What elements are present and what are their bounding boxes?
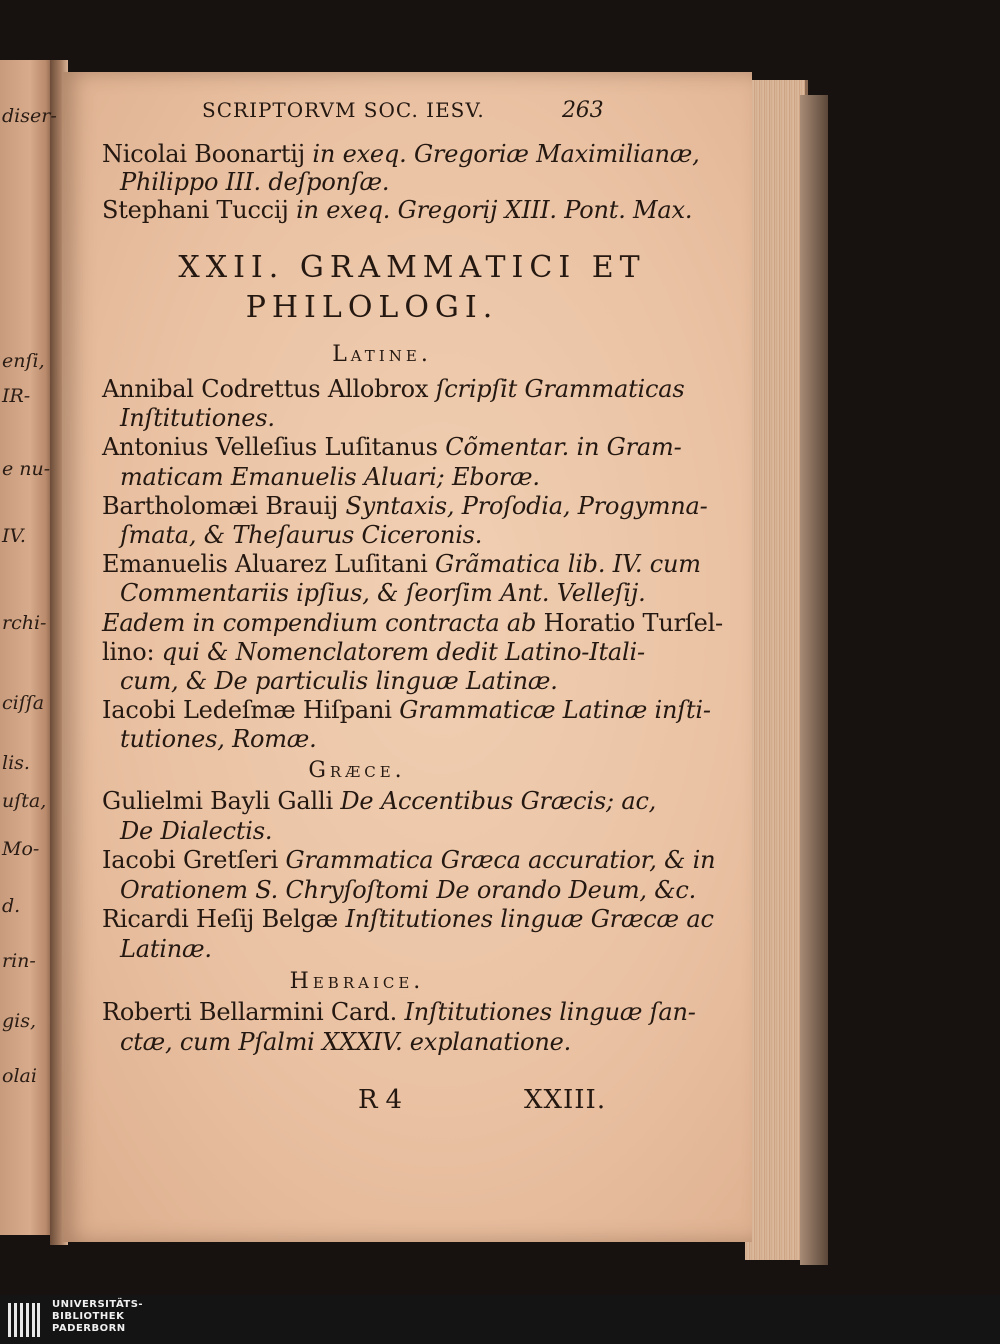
text-line bbox=[102, 142, 802, 166]
italic-text: Syntaxis, Proſodia, Progymna- bbox=[345, 491, 708, 520]
left-page-fragment: ciſſa bbox=[2, 692, 45, 714]
right-page: SCRIPTORVM SOC. IESV. 263 Nicolai Boonartij in exeq. Gregoriæ Maximilianæ, Philippo III. deſponſæ. Stephani Tuccij in exeq. Gregorij XIII. Pont. Max. XXII. GRAMMATICI ET PHILOLOGI. Latine. Annibal Codrettus Allobrox ſcripſit Grammaticas Inſtitutiones. Antonius Velleſius Luſitanus Cõmentar. in Gram- maticam Emanuelis Aluari; Eboræ. Bartholomæi Brauij Syntaxis, Proſodia, Progymna- ſmata, & Theſaurus Ciceronis. Emanuelis Aluarez Luſitani Grãmatica lib. IV. cum Commentariis ipſius, & ſeorſim Ant. Velleſij. Eadem in compendium contracta ab Horatio Turſel- lino: qui & Nomenclatorem dedit Latino-Itali- cum, & De particulis linguæ Latinæ. Iacobi Ledeſmæ Hiſpani Grammaticæ Latinæ inſti- tutiones, Romæ. Græce. Gulielmi Bayli Galli De Accentibus Græcis; ac, De Dialectis. Iacobi Gretſeri Grammatica Græca accuratior, & in Orationem S. Chryſoſtomi De orando Deum, &c. Ricardi Heſij Belgæ Inſtitutiones linguæ Græcæ ac Latinæ. Hebraice. Roberti Bellarmini Card. Inſtitutiones linguæ ſan- ctæ, cum Pſalmi XXXIV. explanatione. R 4 XXIII. bbox=[62, 72, 752, 1242]
left-page-fragment: rchi- bbox=[2, 612, 47, 634]
italic-text: qui & Nomenclatorem dedit Latino-Itali- bbox=[161, 637, 645, 666]
italic-text: Cõmentar. in Gram- bbox=[445, 433, 682, 462]
text-line bbox=[120, 1027, 820, 1056]
left-page-fragment: uſta, bbox=[2, 790, 47, 812]
italic-text: in exeq. Gregoriæ Maximilianæ, bbox=[312, 140, 700, 168]
catchword: XXIII. bbox=[524, 1085, 607, 1115]
text-line bbox=[102, 848, 802, 872]
page-number: 263 bbox=[562, 98, 604, 123]
text-line bbox=[120, 523, 820, 547]
left-page-fragment: gis, bbox=[2, 1010, 37, 1032]
italic-text: Grammatica Græca accuratior, & in bbox=[285, 846, 716, 874]
left-page-fragment: olai bbox=[2, 1065, 37, 1087]
roman-text: Horatio Turſel- bbox=[536, 608, 723, 637]
italic-text: ctæ, cum Pſalmi XXXIV. explanatione. bbox=[120, 1027, 572, 1056]
text-line bbox=[120, 816, 820, 845]
left-page-fragment: diser- bbox=[2, 105, 57, 127]
left-page-edge bbox=[0, 60, 54, 1235]
library-logo-icon bbox=[8, 1303, 40, 1337]
roman-text: Iacobi Ledeſmæ Hiſpani bbox=[102, 696, 400, 725]
subheading-hebraice: Hebraice. bbox=[289, 969, 425, 994]
text-line bbox=[102, 696, 802, 725]
left-page-fragment: rin- bbox=[2, 950, 36, 972]
left-page-fragment: IV. bbox=[2, 525, 26, 547]
italic-text: Inſtitutiones linguæ Græcæ ac bbox=[345, 905, 714, 933]
italic-text: Eadem in compendium contracta ab bbox=[102, 608, 537, 637]
text-line bbox=[120, 725, 820, 754]
left-page-fragment: lis. bbox=[2, 752, 30, 774]
italic-text: Grãmatica lib. IV. cum bbox=[435, 550, 701, 579]
italic-text: maticam Emanuelis Aluari; Eboræ. bbox=[120, 462, 540, 491]
signature-mark: R 4 bbox=[358, 1085, 402, 1115]
italic-text: ſcripſit Grammaticas bbox=[435, 375, 685, 403]
italic-text: cum, & De particulis linguæ Latinæ. bbox=[120, 667, 558, 695]
text-line bbox=[102, 198, 802, 222]
text-line bbox=[102, 1000, 802, 1024]
italic-text: Grammaticæ Latinæ inſti- bbox=[399, 696, 711, 725]
roman-text: Annibal Codrettus Allobrox bbox=[102, 375, 436, 403]
section-title-line2: PHILOLOGI. bbox=[245, 290, 499, 325]
left-page-fragment: Mo- bbox=[2, 838, 40, 860]
roman-text: Iacobi Gretſeri bbox=[102, 846, 286, 874]
italic-text: tutiones, Romæ. bbox=[120, 725, 317, 754]
text-line bbox=[120, 875, 820, 904]
roman-text: Nicolai Boonartij bbox=[102, 140, 313, 168]
text-line bbox=[102, 907, 802, 931]
italic-text: Latinæ. bbox=[120, 934, 212, 963]
roman-text: Bartholomæi Brauij bbox=[102, 491, 346, 520]
left-page-fragment: enſi, bbox=[2, 350, 45, 372]
roman-text: Roberti Bellarmini Card. bbox=[102, 998, 405, 1026]
subheading-graece: Græce. bbox=[308, 758, 406, 783]
roman-text: Antonius Velleſius Luſitanus bbox=[102, 433, 446, 462]
text-line bbox=[102, 637, 802, 666]
text-line bbox=[120, 669, 820, 693]
text-line bbox=[120, 579, 820, 608]
roman-text: Gulielmi Bayli Galli bbox=[102, 787, 341, 815]
italic-text: Commentariis ipſius, & ſeorſim Ant. Velleſij. bbox=[120, 579, 646, 608]
roman-text: Emanuelis Aluarez Luſitani bbox=[102, 550, 435, 579]
library-logo-text: UNIVERSITÄTS- BIBLIOTHEK PADERBORN bbox=[52, 1299, 144, 1334]
section-title-line1: XXII. GRAMMATICI ET bbox=[178, 250, 646, 285]
subheading-latine: Latine. bbox=[332, 342, 432, 367]
italic-text: Philippo III. deſponſæ. bbox=[120, 168, 390, 196]
roman-text: Ricardi Heſij Belgæ bbox=[102, 905, 346, 933]
italic-text: in exeq. Gregorij XIII. Pont. Max. bbox=[296, 196, 693, 224]
text-line bbox=[102, 491, 802, 520]
left-page-fragment: e nu- bbox=[2, 458, 51, 480]
text-line bbox=[102, 550, 802, 579]
text-line bbox=[120, 462, 820, 491]
text-line bbox=[102, 377, 802, 401]
italic-text: De Accentibus Græcis; ac, bbox=[340, 787, 657, 815]
italic-text: Inſtitutiones. bbox=[120, 404, 275, 433]
text-line bbox=[120, 404, 820, 433]
italic-text: Inſtitutiones linguæ ſan- bbox=[404, 998, 696, 1026]
text-line bbox=[120, 170, 820, 194]
italic-text: De Dialectis. bbox=[120, 816, 273, 845]
italic-text: Orationem S. Chryſoſtomi De orando Deum, &c. bbox=[120, 875, 697, 904]
text-line bbox=[120, 934, 820, 963]
text-line bbox=[102, 789, 802, 813]
left-page-fragment: IR- bbox=[2, 385, 31, 407]
library-footer-bar bbox=[0, 1295, 1000, 1344]
text-line bbox=[102, 433, 802, 462]
left-page-fragment: d. bbox=[2, 895, 21, 917]
roman-text: lino: bbox=[102, 637, 162, 666]
roman-text: Stephani Tuccij bbox=[102, 196, 297, 224]
text-line bbox=[102, 608, 802, 637]
italic-text: ſmata, & Theſaurus Ciceronis. bbox=[120, 521, 483, 549]
